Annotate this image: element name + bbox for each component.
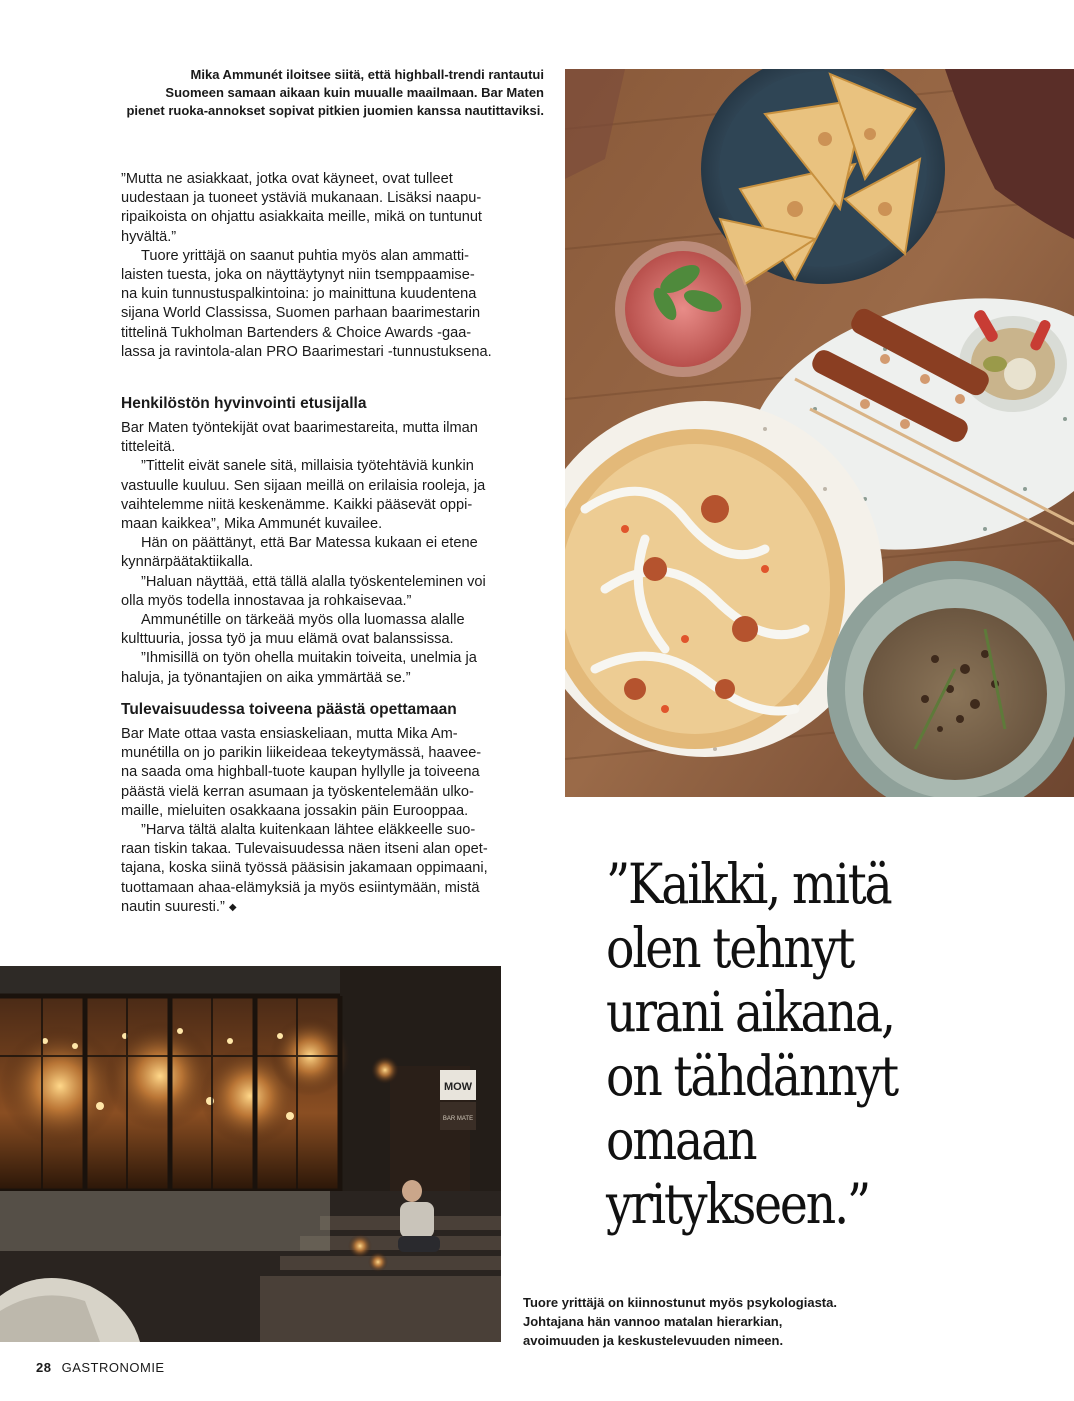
text-line: raan tiskin takaa. Tulevaisuudessa näen itseni alan opet- [121,841,488,858]
text-line [121,898,521,917]
text-line: lassa ja ravintola-alan PRO Baarimestari -tunnustuksena. [121,343,492,360]
section-heading: Tulevaisuudessa toiveena päästä opettamaan [121,701,457,718]
text-line: ”Haluan näyttää, että tällä alalla työskenteleminen voi [141,573,486,590]
text-line: päästä vielä kerran asumaan ja työskentelemään ulko- [121,783,474,800]
text-line: ”Mutta ne asiakkaat, jotka ovat käyneet, ovat tulleet [121,171,453,187]
text-line: maan kaikkea”, Mika Ammunét kuvailee. [121,516,383,533]
page-footer [36,1360,165,1375]
text-line: titteleitä. [121,439,176,456]
article-intro [121,170,521,362]
section-heading: Henkilöstön hyvinvointi etusijalla [121,395,367,412]
text-line: munétilla on jo parikin liikeideaa tekeytymässä, haavee- [121,745,482,762]
quote-line: on tähdännyt [606,1044,897,1108]
article-section-wellbeing [121,393,521,688]
end-mark-icon: ◆ [228,901,237,913]
caption-top-line: Mika Ammunét iloitsee siitä, että highball-trendi rantautui [190,67,544,82]
text-line-end: nautin suuresti.” [121,898,225,915]
caption-bottom-line: avoimuuden ja keskustelevuuden nimeen. [523,1333,784,1348]
food-photo [565,69,1074,797]
caption-bottom [523,1293,883,1350]
sign-main: MOW [443,1081,473,1093]
text-line: ”Tittelit eivät sanele sitä, millaisia työtehtäviä kunkin [141,458,474,475]
caption-bottom-line: Tuore yrittäjä on kiinnostunut myös psykologiasta. [523,1295,837,1310]
text-line: vastuulle kuuluu. Sen sijaan meillä on erilaisia rooleja, ja [121,477,486,494]
text-line: vaihtelemme niitä keskenämme. Kaikki pääsevät oppi- [121,496,473,513]
text-line: tittelinä Tukholman Bartenders & Choice Awards -gaa- [121,324,472,341]
text-line: tuottamaan ahaa-elämyksiä ja myös esiintymään, mistä [121,879,480,896]
restaurant-exterior-photo [0,966,501,1342]
paragraph [121,170,521,247]
pull-quote [606,852,984,1236]
magazine-name: GASTRONOMIE [61,1360,165,1375]
quote-line: olen tehnyt [606,916,854,980]
text-line: ripaikoista on ohjattu asiakkaita meille, mikä on tuntunut [121,209,482,226]
text-line: kynnärpäätaktiikalla. [121,554,254,571]
caption-top-line: Suomeen samaan aikaan kuin muualle maailmaan. Bar Maten [165,85,544,100]
text-line: na kuin tunnustuspalkintoina: jo mainittuna kuudentena [121,286,477,303]
text-line: haluja, ja työnantajien on aika ymmärtää se.” [121,669,411,686]
article-section-future [121,699,521,917]
sign-sub: BAR MATE [442,1116,474,1122]
text-line: sijana World Classissa, Suomen parhaan baarimestarin [121,305,481,322]
quote-line: ”Kaikki, mitä [606,852,891,916]
quote-line: yritykseen.” [606,1172,869,1236]
text-line: Bar Mate ottaa vasta ensiaskeliaan, mutta Mika Am- [121,726,458,742]
caption-top [120,66,544,120]
text-line: uudestaan ja tuoneet ystäviä mukanaan. Lisäksi naapu- [121,190,482,207]
text-line: kulttuuria, jossa työ ja muu elämä ovat balanssissa. [121,631,454,648]
text-line: na saada oma highball-tuote kaupan hyllylle ja toiveena [121,764,480,781]
text-line: ”Ihmisillä on työn ohella muitakin toiveita, unelmia ja [141,650,477,667]
text-line: Bar Maten työntekijät ovat baarimestareita, mutta ilman [121,420,478,436]
caption-top-line: pienet ruoka-annokset sopivat pitkien juomien kanssa nautittaviksi. [126,103,544,118]
text-line: Tuore yrittäjä on saanut puhtia myös alan ammatti- [141,247,469,264]
text-line: olla myös todella innostavaa ja rohkaisevaa.” [121,592,412,609]
text-line: Hän on päättänyt, että Bar Matessa kukaan ei etene [141,535,478,552]
text-line: ”Harva tältä alalta kuitenkaan lähtee eläkkeelle suo- [141,822,476,839]
quote-line: urani aikana, [606,980,894,1044]
text-line: tajana, koska siinä työssä pääsisin jakamaan oppimaani, [121,860,488,877]
text-line: hyvältä.” [121,228,177,245]
text-line: maille, mieluiten osakkaana jossakin päin Eurooppaa. [121,802,469,819]
quote-line: omaan [606,1108,756,1172]
text-line: laisten tuesta, joka on näyttäytynyt niin tsemppaamise- [121,267,475,284]
paragraph [121,247,521,362]
caption-bottom-line: Johtajana hän vannoo matalan hierarkian, [523,1314,783,1329]
text-line: Ammunétille on tärkeää myös olla luomassa alalle [141,612,465,629]
page-number: 28 [36,1360,52,1375]
